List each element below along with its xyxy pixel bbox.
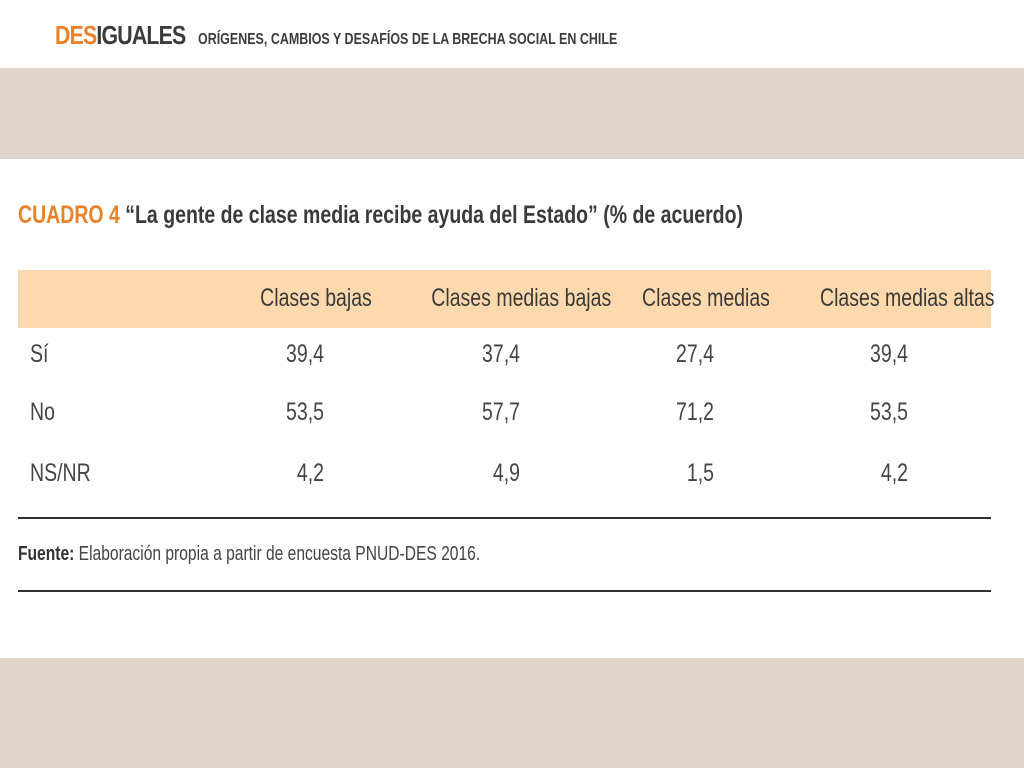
table-cell: 4,2 [296,459,324,487]
table-bottom-rule [18,517,991,519]
top-band [0,68,1024,159]
column-header-clases-medias-bajas: Clases medias bajas [431,284,612,312]
table-row [18,398,991,438]
brand-accent: DES [55,20,97,50]
table-row [18,459,991,499]
table-cell: 1,5 [686,459,714,487]
row-label: Sí [30,340,49,368]
table-cell: 71,2 [676,398,714,426]
table-cell: 27,4 [676,340,714,368]
table-title [18,201,743,230]
page-header [0,0,1024,68]
table-cell: 39,4 [286,340,324,368]
source-bottom-rule [18,590,991,592]
table-header-row [18,270,995,328]
bottom-band [0,658,1024,768]
table-cell: 57,7 [482,398,520,426]
row-label: No [30,398,55,426]
table-title-text: “La gente de clase media recibe ayuda del Estado” (% de acuerdo) [119,201,743,229]
table-cell: 4,9 [492,459,520,487]
table-cell: 4,2 [880,459,908,487]
column-header-clases-bajas: Clases bajas [260,284,372,312]
table-source [18,543,480,566]
column-header-clases-medias-altas: Clases medias altas [820,284,995,312]
column-header-clases-medias: Clases medias [642,284,770,312]
header-subtitle: ORÍGENES, CAMBIOS Y DESAFÍOS DE LA BRECHA SOCIAL EN CHILE [198,31,618,48]
table-row [18,340,991,380]
table-cell: 37,4 [482,340,520,368]
table-label: CUADRO 4 [18,201,120,229]
source-label: Fuente: [18,543,75,565]
table-cell: 53,5 [286,398,324,426]
brand-rest: IGUALES [96,20,186,50]
row-label: NS/NR [30,459,91,487]
table-cell: 53,5 [870,398,908,426]
brand-logo [55,20,185,51]
source-text: Elaboración propia a partir de encuesta PNUD-DES 2016. [74,543,481,565]
table-cell: 39,4 [870,340,908,368]
